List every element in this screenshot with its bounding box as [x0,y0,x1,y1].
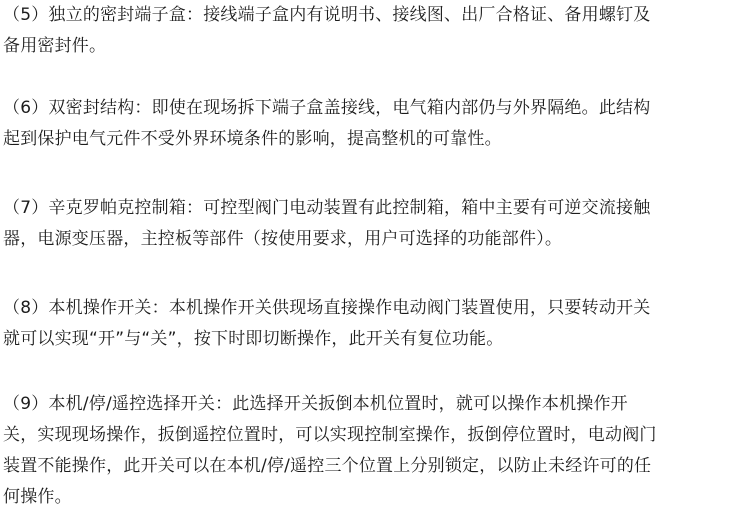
text-line: 起到保护电气元件不受外界环境条件的影响，提高整机的可靠性。 [3,129,502,149]
text-line: 器，电源变压器，主控板等部件（按使用要求，用户可选择的功能部件）。 [3,229,563,249]
text-line: （6）双密封结构：即使在现场拆下端子盒盖接线，电气箱内部仍与外界隔绝。此结构 [3,98,651,118]
text-line: 备用密封件。 [3,36,107,56]
text-line: 关，实现现场操作，扳倒遥控位置时，可以实现控制室操作，扳倒停位置时，电动阀门 [3,425,657,445]
paragraph-double-seal [3,93,650,155]
text-line: 何操作。 [3,487,72,507]
text-line: 装置不能操作，此开关可以在本机/停/遥控三个位置上分别锁定，以防止未经许可的任 [3,456,652,476]
text-line: （9）本机/停/遥控选择开关：此选择开关扳倒本机位置时，就可以操作本机操作开 [3,394,628,414]
paragraph-selector-switch [3,389,657,513]
paragraph-local-switch [3,293,650,355]
text-line: （5）独立的密封端子盒：接线端子盒内有说明书、接线图、出厂合格证、备用螺钉及 [3,5,651,25]
text-line: （7）辛克罗帕克控制箱：可控型阀门电动装置有此控制箱，箱中主要有可逆交流接触 [3,198,651,218]
text-line: （8）本机操作开关：本机操作开关供现场直接操作电动阀门装置使用，只要转动开关 [3,298,651,318]
paragraph-control-box [3,193,650,255]
paragraph-terminal-box [3,0,650,62]
text-line: 就可以实现“开”与“关”，按下时即切断操作，此开关有复位功能。 [3,329,504,349]
